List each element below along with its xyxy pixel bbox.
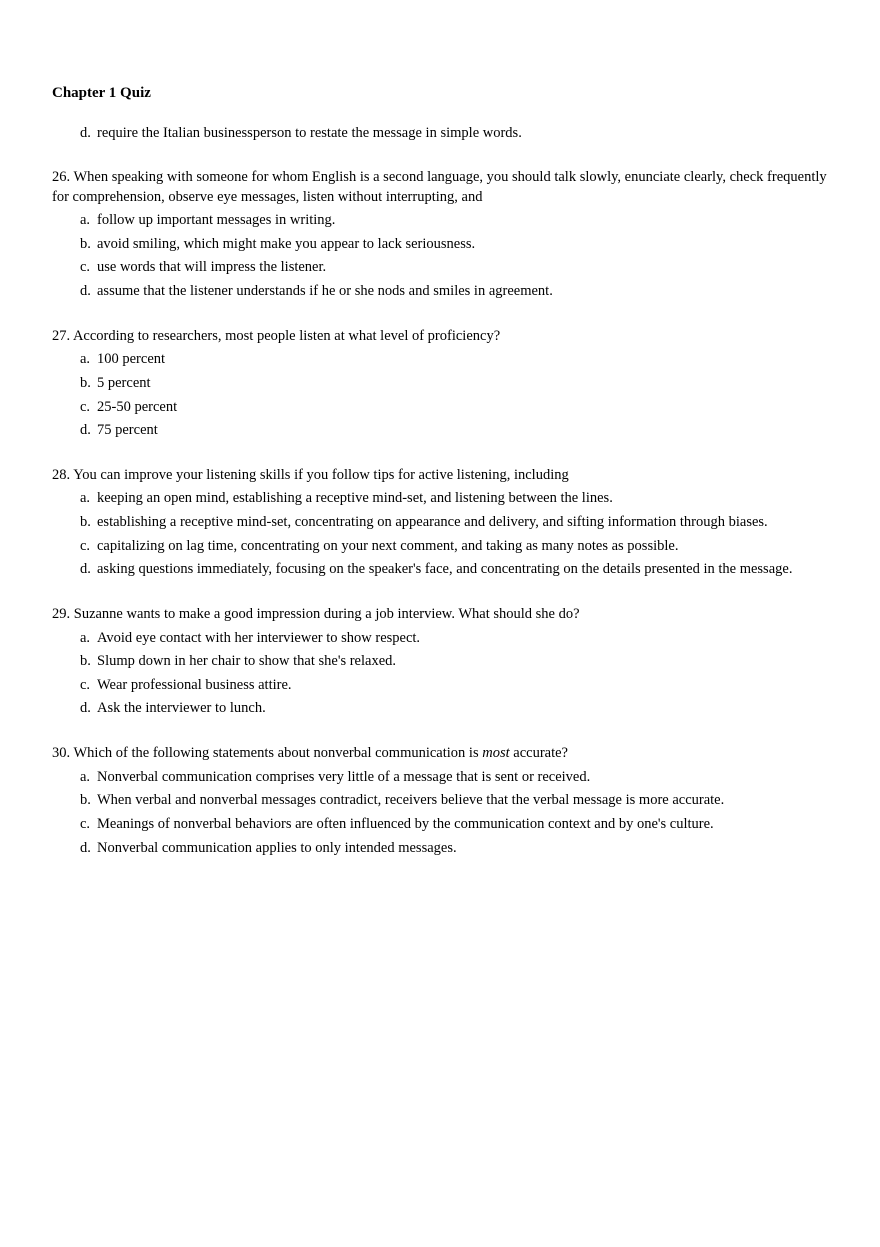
options-list	[80, 629, 828, 719]
option-text: avoid smiling, which might make you appear to lack seriousness.	[97, 235, 476, 252]
option-text: establishing a receptive mind-set, concentrating on appearance and delivery, and sifting information through biases.	[97, 514, 768, 531]
option-label: a.	[80, 629, 91, 646]
question-text	[52, 327, 828, 346]
option-label: c.	[80, 259, 91, 276]
option-text: assume that the listener understands if he or she nods and smiles in agreement.	[97, 283, 553, 300]
option-label: a.	[80, 490, 91, 507]
option-label: d.	[80, 124, 91, 141]
option-row	[80, 124, 828, 143]
option-label: d.	[80, 422, 91, 439]
question-body: Suzanne wants to make a good impression during a job interview. What should she do?	[73, 605, 580, 622]
option-text: require the Italian businessperson to restate the message in simple words.	[97, 124, 522, 141]
question-text	[52, 744, 828, 763]
question-27	[52, 306, 828, 441]
page-title: Chapter 1 Quiz	[52, 85, 151, 101]
option-text: Wear professional business attire.	[97, 676, 292, 693]
option-label: b.	[80, 792, 91, 809]
question-text	[52, 605, 828, 624]
option-label: d.	[80, 283, 91, 300]
option-label: d.	[80, 839, 91, 856]
option-row	[80, 211, 828, 230]
options-list	[80, 350, 828, 440]
question-26	[52, 147, 828, 301]
option-text: 5 percent	[97, 374, 151, 391]
question-number: 28.	[52, 466, 71, 483]
option-label: b.	[80, 653, 91, 670]
option-text: 25-50 percent	[97, 398, 178, 415]
option-text: Nonverbal communication applies to only intended messages.	[97, 839, 457, 856]
option-row	[80, 421, 828, 440]
options-list	[80, 211, 828, 301]
question-number: 30.	[52, 745, 71, 762]
question-body-before: Which of the following statements about nonverbal communication is	[73, 745, 483, 762]
option-label: d.	[80, 561, 91, 578]
option-text: Ask the interviewer to lunch.	[97, 700, 266, 717]
option-text: Slump down in her chair to show that she's relaxed.	[97, 653, 396, 670]
question-28	[52, 445, 828, 580]
orphan-options	[80, 124, 828, 143]
option-text: When verbal and nonverbal messages contradict, receivers believe that the verbal message is more accurate.	[97, 792, 725, 809]
option-row	[80, 398, 828, 417]
option-row	[80, 768, 828, 787]
question-29	[52, 584, 828, 719]
option-text: follow up important messages in writing.	[97, 212, 336, 229]
option-text: 100 percent	[97, 351, 166, 368]
option-label: a.	[80, 351, 91, 368]
question-number: 29.	[52, 605, 71, 622]
question-text	[52, 168, 828, 206]
option-label: b.	[80, 235, 91, 252]
option-row	[80, 699, 828, 718]
option-row	[80, 235, 828, 254]
option-row	[80, 676, 828, 695]
option-text: 75 percent	[97, 422, 158, 439]
option-row	[80, 652, 828, 671]
option-label: c.	[80, 815, 91, 832]
option-text: Avoid eye contact with her interviewer to show respect.	[97, 629, 421, 646]
option-label: a.	[80, 212, 91, 229]
question-body: You can improve your listening skills if you follow tips for active listening, including	[73, 466, 569, 483]
option-label: b.	[80, 374, 91, 391]
option-row	[80, 513, 828, 532]
option-row	[80, 489, 828, 508]
option-row	[80, 815, 828, 834]
option-row	[80, 629, 828, 648]
options-list	[80, 768, 828, 858]
option-text: asking questions immediately, focusing on the speaker's face, and concentrating on the details presented in the message.	[97, 561, 793, 578]
option-label: c.	[80, 676, 91, 693]
option-label: d.	[80, 700, 91, 717]
option-row	[80, 374, 828, 393]
option-row	[80, 791, 828, 810]
option-row	[80, 537, 828, 556]
option-row	[80, 282, 828, 301]
option-text: use words that will impress the listener.	[97, 259, 327, 276]
question-text	[52, 466, 828, 485]
question-number: 27.	[52, 327, 71, 344]
option-label: c.	[80, 398, 91, 415]
question-body	[74, 745, 569, 761]
question-body: When speaking with someone for whom English is a second language, you should talk slowly, enunciate clearly, check frequently for comprehension, observe eye messages, listen without interrupting, and	[52, 169, 827, 205]
option-row	[80, 350, 828, 369]
question-30	[52, 723, 828, 858]
question-body-after: accurate?	[509, 745, 568, 762]
option-row	[80, 560, 828, 579]
option-row	[80, 258, 828, 277]
option-label: b.	[80, 514, 91, 531]
option-text: Nonverbal communication comprises very little of a message that is sent or received.	[97, 768, 591, 785]
options-list	[80, 489, 828, 579]
option-label: a.	[80, 768, 91, 785]
question-body: According to researchers, most people listen at what level of proficiency?	[72, 327, 501, 344]
option-text: capitalizing on lag time, concentrating on your next comment, and taking as many notes as possible.	[97, 537, 679, 554]
option-row	[80, 839, 828, 858]
question-number: 26.	[52, 169, 71, 186]
question-body-italic: most	[482, 745, 510, 762]
option-label: c.	[80, 537, 91, 554]
option-text: keeping an open mind, establishing a receptive mind-set, and listening between the lines.	[97, 490, 613, 507]
option-text: Meanings of nonverbal behaviors are often influenced by the communication context and by one's culture.	[97, 815, 714, 832]
